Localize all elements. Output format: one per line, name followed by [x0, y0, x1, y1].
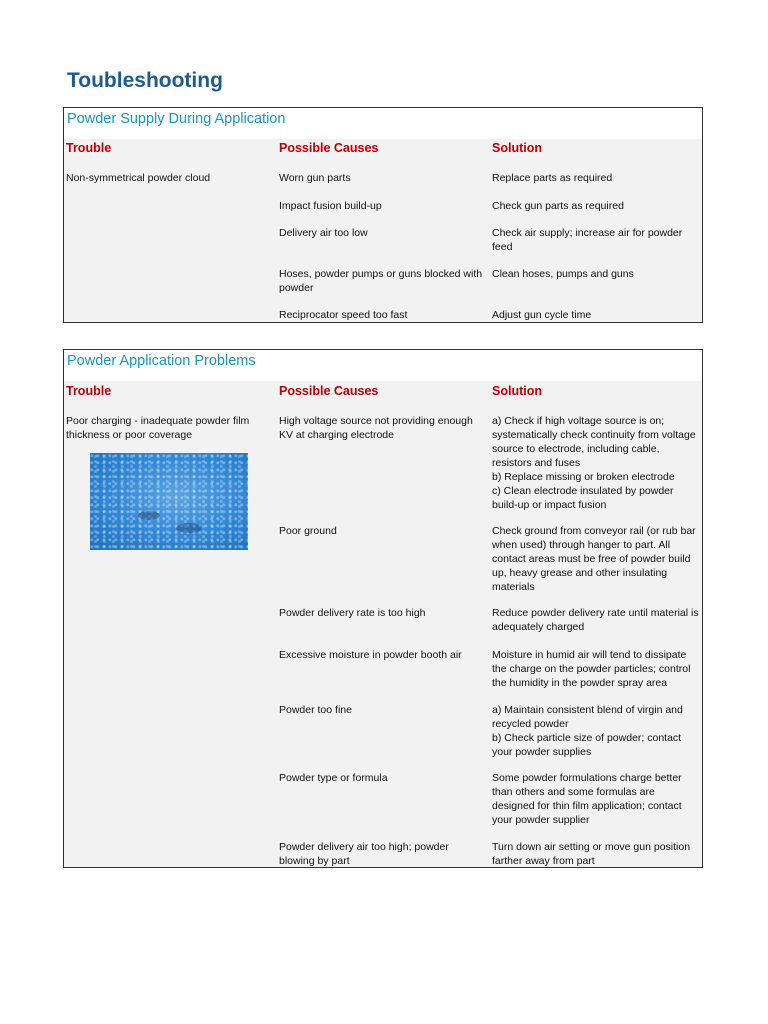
header-solution: Solution	[492, 141, 542, 155]
cause-text: Powder type or formula	[279, 772, 388, 784]
cause-text: Poor ground	[279, 525, 337, 537]
solution-text: Check ground from conveyor rail (or rub bar when used) through hanger to part. All contact areas must be free of powder build up, heavy grease and other insulating materials	[492, 525, 696, 593]
header-possible-causes: Possible Causes	[279, 384, 379, 398]
solution-text: a) Check if high voltage source is on; systematically check continuity from voltage source to electrode, including cable, resistors and fuses b) Replace missing or broken electrode c) Clean electrode insulated by powder build-up or impact fusion	[492, 415, 696, 511]
cause-text: Excessive moisture in powder booth air	[279, 649, 462, 661]
solution-text: Some powder formulations charge better than others and some formulas are designed for thin film application; contact your powder supplier	[492, 772, 682, 826]
cause-text: Reciprocator speed too fast	[279, 309, 408, 321]
cause-text: High voltage source not providing enough KV at charging electrode	[279, 415, 473, 441]
powder-coverage-photo	[90, 453, 248, 550]
cause-text: Hoses, powder pumps or guns blocked with powder	[279, 268, 483, 294]
cause-text: Worn gun parts	[279, 172, 351, 184]
header-solution: Solution	[492, 384, 542, 398]
section-title: Powder Supply During Application	[64, 108, 702, 139]
trouble-text: Poor charging - inadequate powder film thickness or poor coverage	[66, 415, 250, 441]
solution-text: Clean hoses, pumps and guns	[492, 268, 634, 280]
cause-text: Powder delivery rate is too high	[279, 607, 426, 619]
solution-text: Reduce powder delivery rate until material is adequately charged	[492, 607, 699, 633]
solution-text: Adjust gun cycle time	[492, 309, 592, 321]
solution-text: Turn down air setting or move gun position farther away from part	[492, 841, 691, 867]
solution-text: Check gun parts as required	[492, 200, 624, 212]
header-possible-causes: Possible Causes	[279, 141, 379, 155]
header-trouble: Trouble	[66, 141, 112, 155]
solution-text: Check air supply; increase air for powder feed	[492, 227, 683, 253]
cause-text: Powder too fine	[279, 704, 352, 716]
solution-text: Replace parts as required	[492, 172, 613, 184]
section-title: Powder Application Problems	[64, 350, 702, 381]
trouble-text: Non-symmetrical powder cloud	[66, 172, 211, 184]
section-powder-application	[63, 349, 703, 868]
section-powder-supply	[63, 107, 703, 323]
cause-text: Powder delivery air too high; powder blowing by part	[279, 841, 449, 867]
cause-text: Delivery air too low	[279, 227, 368, 239]
solution-text: a) Maintain consistent blend of virgin and recycled powder b) Check particle size of powder; contact your powder supplies	[492, 704, 683, 758]
header-trouble: Trouble	[66, 384, 112, 398]
solution-text: Moisture in humid air will tend to dissipate the charge on the powder particles; control the humidity in the powder spray area	[492, 649, 691, 689]
page-title: Toubleshooting	[67, 69, 223, 92]
cause-text: Impact fusion build-up	[279, 200, 382, 212]
